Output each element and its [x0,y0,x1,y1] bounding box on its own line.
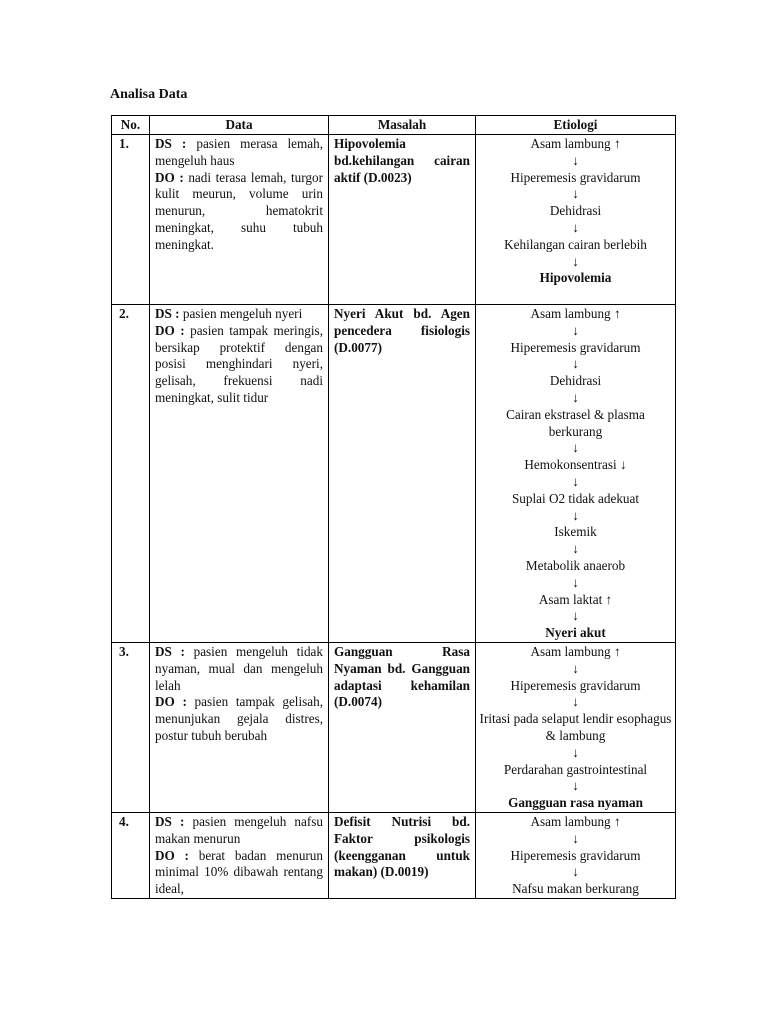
ds-label: DS : [155,306,180,321]
flow-arrow-icon: ↓ [572,660,579,676]
flow-arrow-icon: ↓ [572,152,579,168]
analysis-table [111,115,676,899]
table-row [112,305,676,643]
data-cell [150,642,329,812]
row-number: 4. [112,812,150,898]
flow-arrow-icon: ↓ [572,473,579,489]
header-no: No. [112,116,150,135]
flow-arrow-icon: ↓ [572,541,579,557]
data-cell [150,135,329,305]
flow-arrow-icon: ↓ [572,253,579,269]
etiologi-step: Dehidrasi [549,373,602,389]
masalah-text: Nyeri Akut bd. Agen pencedera fisiologis (D.0077) [334,306,470,355]
flow-arrow-icon: ↓ [572,440,579,456]
document-title: Analisa Data [110,87,188,102]
flow-arrow-icon: ↓ [572,322,579,338]
flow-arrow-icon: ↓ [572,778,579,794]
row-number: 3. [112,642,150,812]
masalah-cell [329,305,476,643]
data-cell [150,812,329,898]
ds-label: DS : [155,136,187,151]
ds-value: pasien merasa lemah, mengeluh haus [155,136,323,168]
etiologi-step: Nafsu makan berkurang [512,881,639,897]
table-header-row [112,116,676,135]
do-text [155,694,323,744]
flow-arrow-icon: ↓ [572,507,579,523]
etiologi-step: Hiperemesis gravidarum [510,677,641,693]
flow-arrow-icon: ↓ [572,744,579,760]
masalah-text: Defisit Nutrisi bd. Faktor psikologis (keengganan untuk makan) (D.0019) [334,813,470,880]
etiologi-step: Kehilangan cairan berlebih [504,236,647,252]
masalah-text: Hipovolemia bd.kehilangan cairan aktif (D.0023) [334,136,470,185]
data-cell [150,305,329,643]
etiologi-step: Hiperemesis gravidarum [510,169,641,185]
etiologi-step: Metabolik anaerob [525,557,626,573]
masalah-cell [329,642,476,812]
flow-arrow-icon: ↓ [572,830,579,846]
etiologi-step: Cairan ekstrasel & plasma berkurang [506,406,645,439]
etiologi-step: Hemokonsentrasi ↓ [524,457,627,473]
ds-text [155,644,323,694]
ds-text [155,306,323,323]
ds-value: pasien mengeluh nafsu makan menurun [155,813,323,846]
etiologi-final: Nyeri akut [545,625,606,641]
etiologi-step: Asam lambung ↑ [530,643,621,659]
do-value: berat badan menurun minimal 10% dibawah rentang ideal, [155,847,323,897]
do-label: DO : [155,847,189,863]
header-data: Data [150,116,329,135]
etiologi-step: Dehidrasi [549,203,602,219]
flow-arrow-icon: ↓ [572,219,579,235]
etiologi-step: Perdarahan gastrointestinal [503,761,648,777]
row-number: 2. [112,305,150,643]
header-masalah: Masalah [329,116,476,135]
ds-value: pasien mengeluh tidak nyaman, mual dan mengeluh lelah [155,643,323,693]
do-label: DO : [155,694,187,710]
table-row [112,812,676,898]
masalah-cell [329,812,476,898]
ds-text [155,136,323,170]
flow-arrow-icon: ↓ [572,356,579,372]
flow-arrow-icon: ↓ [572,186,579,202]
masalah-text: Gangguan Rasa Nyaman bd. Gangguan adaptasi kehamilan (D.0074) [334,643,470,710]
do-text [155,848,323,898]
etiologi-cell [476,812,676,898]
etiologi-step: Suplai O2 tidak adekuat [511,490,640,506]
do-value: pasien tampak meringis, bersikap protektif dengan posisi menghindari nyeri, gelisah, frekuensi nadi meningkat, sulit tidur [155,322,323,405]
masalah-cell [329,135,476,305]
table-row [112,135,676,305]
etiologi-step: Asam lambung ↑ [530,136,621,151]
row-number: 1. [112,135,150,305]
ds-label: DS : [155,643,185,659]
flow-arrow-icon: ↓ [572,389,579,405]
etiologi-final: Gangguan rasa nyaman [508,795,643,811]
etiologi-cell [476,642,676,812]
etiologi-final: Hipovolemia [539,270,612,286]
ds-value: pasien mengeluh nyeri [182,306,303,321]
flow-arrow-icon: ↓ [572,608,579,624]
flow-arrow-icon: ↓ [572,574,579,590]
table-row [112,642,676,812]
etiologi-step: Hiperemesis gravidarum [510,339,641,355]
do-text [155,170,323,254]
etiologi-step: Asam lambung ↑ [530,813,621,829]
flow-arrow-icon: ↓ [572,864,579,880]
do-label: DO : [155,169,184,185]
etiologi-step: Asam laktat ↑ [538,591,613,607]
etiologi-step: Iskemik [554,524,597,540]
etiologi-step: Asam lambung ↑ [530,306,621,321]
do-value: pasien tampak gelisah, menunjukan gejala distres, postur tubuh berubah [155,694,323,743]
do-label: DO : [155,322,185,338]
ds-label: DS : [155,813,185,829]
etiologi-step: Hiperemesis gravidarum [510,847,641,863]
etiologi-step: Iritasi pada selaput lendir esophagus & lambung [479,711,672,743]
header-etiologi: Etiologi [476,116,676,135]
etiologi-cell [476,305,676,643]
do-value: nadi terasa lemah, turgor kulit meurun, volume urin menurun, hematokrit meningkat, suhu tubuh meningkat. [155,169,323,252]
etiologi-cell [476,135,676,305]
ds-text [155,814,323,848]
do-text [155,323,323,407]
flow-arrow-icon: ↓ [572,694,579,710]
